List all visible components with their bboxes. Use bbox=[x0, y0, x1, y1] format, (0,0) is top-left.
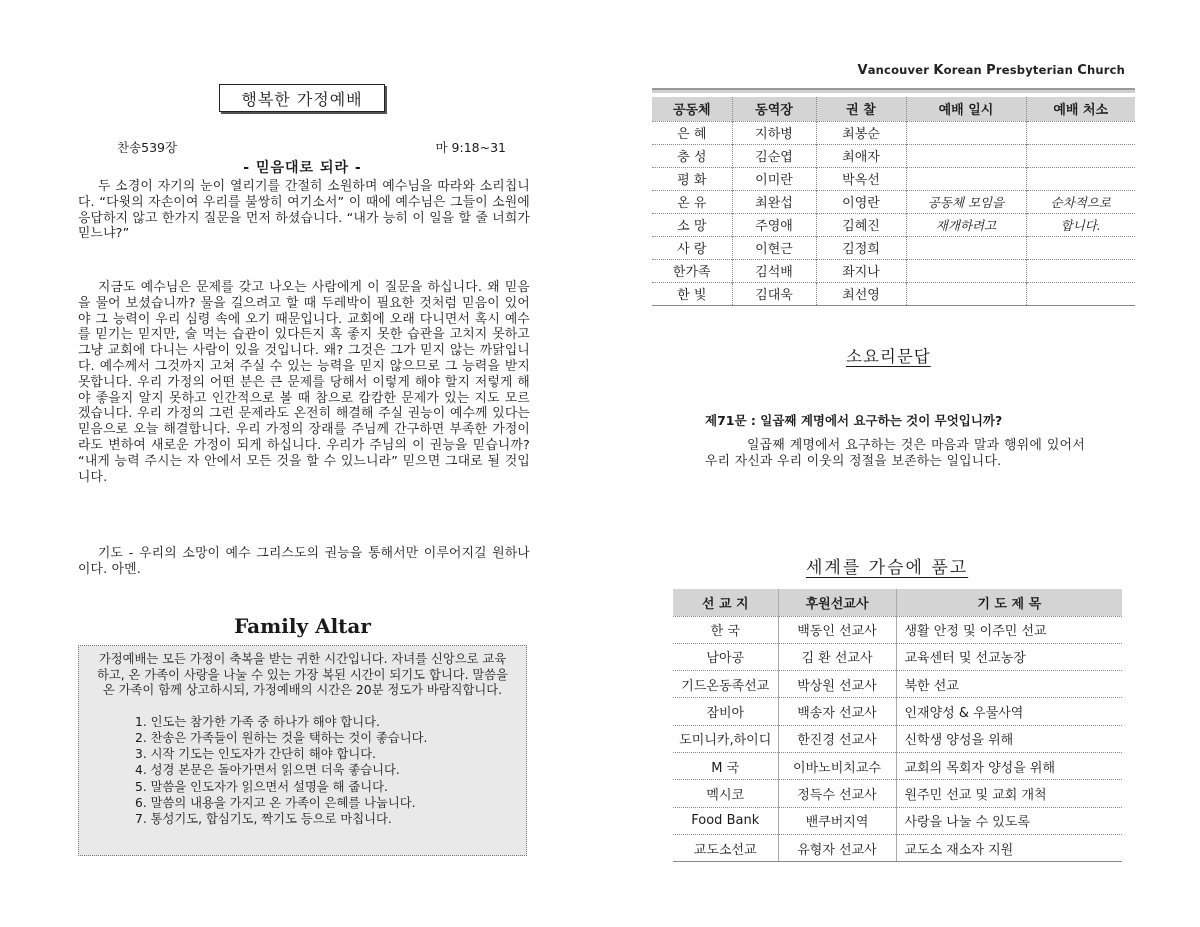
table-cell: 박상원 선교사 bbox=[778, 671, 896, 698]
table-cell: Food Bank bbox=[673, 807, 778, 834]
sermon-paragraph-1: 두 소경이 자기의 눈이 열리기를 간절히 소원하며 예수님을 따라와 소리칩니다. “다윗의 자손이여 우리를 불쌍히 여기소서” 이 때에 예수님은 그들이 소원에 응답하지 않고 한가지 질문을 먼저 하셨습니다. “내가 능히 이 일을 할 줄 너희가 믿느냐?” bbox=[78, 179, 530, 242]
table-cell: 백송자 선교사 bbox=[778, 698, 896, 725]
table-cell: 김정희 bbox=[816, 236, 906, 259]
table-cell: 최선영 bbox=[816, 282, 906, 305]
table-header-row bbox=[652, 97, 1135, 121]
table-cell: 이바노비치교수 bbox=[778, 752, 896, 779]
table-cell bbox=[1026, 282, 1135, 305]
table-cell: 인재양성 & 우물사역 bbox=[896, 698, 1122, 725]
column-header: 후원선교사 bbox=[778, 589, 896, 616]
table-cell: 최완섭 bbox=[732, 190, 816, 213]
hymn-number: 찬송539장 bbox=[117, 140, 178, 155]
table-cell bbox=[1026, 167, 1135, 190]
table-row bbox=[673, 807, 1122, 834]
list-item: 5. 말씀을 인도자가 읽으면서 설명을 해 줍니다. bbox=[135, 779, 388, 794]
table-cell: 김혜진 bbox=[816, 213, 906, 236]
table-cell bbox=[906, 259, 1026, 282]
table-row bbox=[673, 616, 1122, 643]
table-cell: 평 화 bbox=[652, 167, 732, 190]
table-cell: 신학생 양성을 위해 bbox=[896, 725, 1122, 752]
table-cell bbox=[906, 121, 1026, 144]
table-cell: 재개하려고 bbox=[906, 213, 1026, 236]
column-header: 선 교 지 bbox=[673, 589, 778, 616]
table-cell: 멕시코 bbox=[673, 780, 778, 807]
catechism-answer: 일곱째 계명에서 요구하는 것은 마음과 말과 행위에 있어서 우리 자신과 우리 이웃의 정절을 보존하는 일입니다. bbox=[705, 438, 1085, 469]
table-header-row bbox=[673, 589, 1122, 616]
column-header: 동역장 bbox=[732, 97, 816, 121]
table-row bbox=[673, 643, 1122, 670]
table-cell: 밴쿠버지역 bbox=[778, 807, 896, 834]
catechism-title: 소요리문답 bbox=[846, 347, 931, 366]
table-cell: 교육센터 및 선교농장 bbox=[896, 643, 1122, 670]
table-cell: 은 혜 bbox=[652, 121, 732, 144]
table-cell: 이미란 bbox=[732, 167, 816, 190]
table-cell: 최애자 bbox=[816, 144, 906, 167]
table-cell: 한진경 선교사 bbox=[778, 725, 896, 752]
table-cell bbox=[906, 282, 1026, 305]
table-cell: 기드온동족선교 bbox=[673, 671, 778, 698]
table-cell: 원주민 선교 및 교회 개척 bbox=[896, 780, 1122, 807]
table-cell: 김대욱 bbox=[732, 282, 816, 305]
table-cell bbox=[906, 167, 1026, 190]
column-header: 공동체 bbox=[652, 97, 732, 121]
scripture-reference: 마 9:18~31 bbox=[435, 140, 506, 155]
table-row bbox=[652, 190, 1135, 213]
table-row bbox=[652, 213, 1135, 236]
table-cell: 교도소선교 bbox=[673, 834, 778, 861]
list-item: 4. 성경 본문은 돌아가면서 읽으면 더욱 좋습니다. bbox=[135, 763, 400, 778]
table-row bbox=[652, 167, 1135, 190]
sermon-paragraph-2: 지금도 예수님은 문제를 갖고 나오는 사람에게 이 질문을 하십니다. 왜 믿음을 물어 보셨습니까? 물을 길으려고 할 때 두레박이 필요한 것처럼 믿음이 있어야 그 능력이 우리 심령 속에 오기 때문입니다. 교회에 오래 다니면서 혹시 예수를 믿기는 믿지만, 술 먹는 습관이 있다든지 혹 좋지 못한 습관을 고치지 못하고 그냥 교회에 다니는 사람이 있을 것입니다. 왜? 그것은 그가 믿지 않는 까닭입니다. 예수께서 그것까지 고쳐 주실 수 있는 능력을 믿지 않으므로 그 능력을 받지 못합니다. 우리 가정의 어떤 분은 큰 문제를 당해서 이렇게 해야 할지 저렇게 해야 좋을지 알지 못하고 인간적으로 볼 때 참으로 캄캄한 문제가 있는 지도 모르겠습니다. 우리 가정의 그런 문제라도 온전히 해결해 주실 권능이 예수께 있다는 믿음으로 오늘 해결합니다. 우리 가정의 장래를 주님께 간구하면 부족한 가정이라도 변하여 새로운 가정이 되게 하십니다. 우리가 주님의 이 권능을 믿습니까? “내게 능력 주시는 자 안에서 모든 것을 할 수 있느니라” 믿으면 그대로 될 것입니다. bbox=[78, 280, 530, 485]
table-cell: 사랑을 나눌 수 있도록 bbox=[896, 807, 1122, 834]
table-cell: 정득수 선교사 bbox=[778, 780, 896, 807]
column-header: 기 도 제 목 bbox=[896, 589, 1122, 616]
table-cell bbox=[1026, 121, 1135, 144]
table-cell: 생활 안정 및 이주민 선교 bbox=[896, 616, 1122, 643]
table-cell: 백동인 선교사 bbox=[778, 616, 896, 643]
table-cell: 주영애 bbox=[732, 213, 816, 236]
table-cell: 교도소 재소자 지원 bbox=[896, 834, 1122, 861]
table-row bbox=[673, 725, 1122, 752]
header-divider-shade bbox=[652, 90, 1135, 93]
prayer-paragraph: 기도 - 우리의 소망이 예수 그리스도의 권능을 통해서만 이루어지길 원하나이다. 아멘. bbox=[78, 546, 530, 577]
table-cell: 김석배 bbox=[732, 259, 816, 282]
table-row bbox=[652, 144, 1135, 167]
table-cell: 유형자 선교사 bbox=[778, 834, 896, 861]
table-cell: 잠비아 bbox=[673, 698, 778, 725]
table-row bbox=[652, 236, 1135, 259]
table-row bbox=[673, 834, 1122, 861]
table-cell: 합니다. bbox=[1026, 213, 1135, 236]
column-header: 예배 일시 bbox=[906, 97, 1026, 121]
table-cell: M 국 bbox=[673, 752, 778, 779]
list-item: 3. 시작 기도는 인도자가 간단히 해야 합니다. bbox=[135, 747, 377, 762]
table-row bbox=[652, 121, 1135, 144]
table-cell bbox=[1026, 259, 1135, 282]
church-name: Vancouver Korean Presbyterian Church bbox=[857, 63, 1125, 78]
family-altar-title: Family Altar bbox=[234, 614, 371, 638]
table-row bbox=[673, 698, 1122, 725]
table-cell: 순차적으로 bbox=[1026, 190, 1135, 213]
list-item: 2. 찬송은 가족들이 원하는 것을 택하는 것이 좋습니다. bbox=[135, 730, 428, 745]
table-cell bbox=[1026, 236, 1135, 259]
table-cell: 소 망 bbox=[652, 213, 732, 236]
table-cell: 남아공 bbox=[673, 643, 778, 670]
table-cell: 온 유 bbox=[652, 190, 732, 213]
family-altar-list bbox=[95, 714, 510, 827]
table-cell: 사 랑 bbox=[652, 236, 732, 259]
family-altar-box bbox=[78, 645, 527, 856]
list-item: 6. 말씀의 내용을 가지고 온 가족이 은혜를 나눕니다. bbox=[135, 795, 416, 810]
table-cell: 박옥선 bbox=[816, 167, 906, 190]
table-cell: 한가족 bbox=[652, 259, 732, 282]
table-cell bbox=[906, 144, 1026, 167]
table-row bbox=[652, 259, 1135, 282]
column-header: 예배 처소 bbox=[1026, 97, 1135, 121]
table-cell: 최봉순 bbox=[816, 121, 906, 144]
table-cell bbox=[906, 236, 1026, 259]
list-item: 7. 통성기도, 합심기도, 짝기도 등으로 마칩니다. bbox=[135, 812, 392, 826]
table-cell: 한 국 bbox=[673, 616, 778, 643]
table-row bbox=[673, 752, 1122, 779]
mission-title: 세계를 가슴에 품고 bbox=[806, 558, 969, 578]
table-cell: 도미니카,하이디 bbox=[673, 725, 778, 752]
table-row bbox=[673, 671, 1122, 698]
table-cell: 좌지나 bbox=[816, 259, 906, 282]
table-cell bbox=[1026, 144, 1135, 167]
worship-title: 행복한 가정예배 bbox=[219, 84, 385, 112]
table-cell: 이영란 bbox=[816, 190, 906, 213]
table-cell: 이현근 bbox=[732, 236, 816, 259]
table-cell: 한 빛 bbox=[652, 282, 732, 305]
mission-table bbox=[673, 589, 1122, 862]
table-cell: 김순엽 bbox=[732, 144, 816, 167]
table-cell: 교회의 목회자 양성을 위해 bbox=[896, 752, 1122, 779]
community-table bbox=[652, 97, 1135, 306]
table-row bbox=[652, 282, 1135, 305]
table-cell: 지하병 bbox=[732, 121, 816, 144]
column-header: 권 찰 bbox=[816, 97, 906, 121]
table-cell: 공동체 모임을 bbox=[906, 190, 1026, 213]
table-cell: 김 환 선교사 bbox=[778, 643, 896, 670]
list-item: 1. 인도는 참가한 가족 중 하나가 해야 합니다. bbox=[135, 714, 380, 729]
sermon-subtitle: - 믿음대로 되라 - bbox=[243, 160, 362, 176]
table-cell: 북한 선교 bbox=[896, 671, 1122, 698]
table-cell: 충 성 bbox=[652, 144, 732, 167]
family-altar-intro: 가정예배는 모든 가정이 축복을 받는 귀한 시간입니다. 자녀를 신앙으로 교육 하고, 온 가족이 사랑을 나눌 수 있는 가장 복된 시간이 되기도 합니다. 말씀을 온 가족이 함께 상고하시되, 가정예배의 시간은 20분 정도가 바람직합니다. bbox=[96, 652, 509, 698]
catechism-question: 제71문 : 일곱째 계명에서 요구하는 것이 무엇입니까? bbox=[705, 413, 1003, 428]
table-row bbox=[673, 780, 1122, 807]
